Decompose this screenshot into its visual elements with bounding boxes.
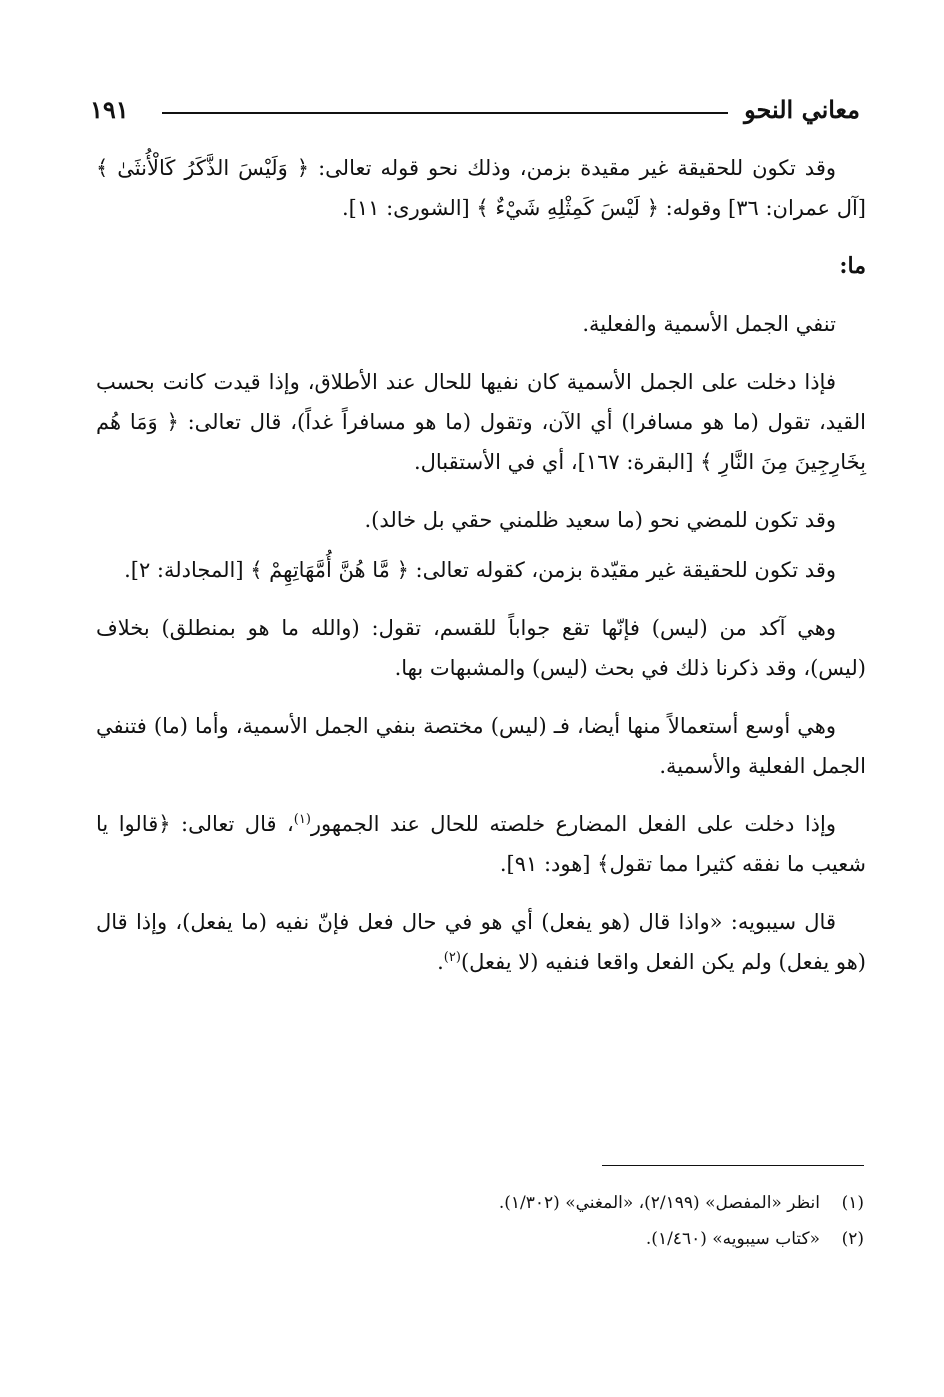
footnote-marker-1[interactable]: (١): [293, 812, 311, 827]
paragraph-ma-nominal: فإذا دخلت على الجمل الأسمية كان نفيها للحال عند الأطلاق، وإذا قيدت كانت بحسب القيد، تقول (ما هو مسافرا) أي الآن، وتقول (ما هو مسافراً غداً)، قال تعالى: ﴿ وَمَا هُم بِخَارِجِينَ مِنَ النَّارِ ﴾ [البقرة: ١٦٧]، أي في الأستقبال.: [96, 370, 866, 474]
page-body: [96, 148, 866, 1000]
paragraph-ma-past: وقد تكون للمضي نحو (ما سعيد ظلمني حقي بل خالد).: [364, 508, 836, 532]
footnote-separator: [602, 1165, 864, 1166]
footnote-2: [164, 1221, 864, 1257]
paragraph-ma-wider-use: وهي أوسع أستعمالاً منها أيضا، فـ (ليس) مختصة بنفي الجمل الأسمية، وأما (ما) فتنفي الجمل الفعلية والأسمية.: [96, 714, 866, 778]
paragraph-ma-mudari-text: وإذا دخلت على الفعل المضارع خلصته للحال عند الجمهور: [310, 812, 836, 836]
page-number: ١٩١: [90, 95, 129, 124]
footnote-text: «كتاب سيبويه» (١/٤٦٠).: [645, 1229, 820, 1249]
footnote-1: [164, 1185, 864, 1221]
footnote-marker-2[interactable]: (٢): [443, 950, 461, 965]
book-title: معاني النحو: [744, 95, 860, 124]
page-header: [90, 92, 860, 132]
paragraph-ma-oath: وهي آكد من (ليس) فإنّها تقع جواباً للقسم، تقول: (والله ما هو بمنطلق) بخلاف (ليس)، وقد ذكرنا ذلك في بحث (ليس) والمشبهات بها.: [96, 616, 866, 680]
footnotes: [164, 1185, 864, 1257]
paragraph-sibawayh-quote: [96, 902, 866, 982]
paragraph-haqiqa-laysa: وقد تكون للحقيقة غير مقيدة بزمن، وذلك نحو قوله تعالى: ﴿ وَلَيْسَ الذَّكَرُ كَالْأُنثَىٰ ﴾ [آل عمران: ٣٦] وقوله: ﴿ لَيْسَ كَمِثْلِهِ شَيْءٌ ﴾ [الشورى: ١١].: [96, 156, 866, 220]
paragraph-sibawayh-text: قال سيبويه: «واذا قال (هو يفعل) أي هو في حال فعل فإنّ نفيه (ما يفعل)، وإذا قال (هو يفعل) ولم يكن الفعل واقعا فنفيه (لا يفعل): [96, 910, 866, 974]
paragraph-ma-mudari: [96, 804, 866, 884]
header-rule: [162, 112, 728, 114]
footnote-number: (٢): [841, 1229, 864, 1249]
paragraph-sibawayh-rest: .: [437, 950, 444, 974]
footnote-text: انظر «المفصل» (٢/١٩٩)، «المغني» (١/٣٠٢).: [498, 1193, 820, 1213]
paragraph-ma-definition: تنفي الجمل الأسمية والفعلية.: [582, 312, 836, 336]
section-heading-ma: ما:: [839, 253, 866, 279]
paragraph-ma-mudari-rest: ، قال تعالى: ﴿قالوا يا شعيب ما نفقه كثيرا مما تقول﴾ [هود: ٩١].: [96, 812, 866, 876]
footnote-number: (١): [841, 1193, 864, 1213]
paragraph-ma-haqiqa: وقد تكون للحقيقة غير مقيّدة بزمن، كقوله تعالى: ﴿ مَّا هُنَّ أُمَّهَاتِهِمْ ﴾ [المجادلة: ٢].: [124, 558, 836, 582]
